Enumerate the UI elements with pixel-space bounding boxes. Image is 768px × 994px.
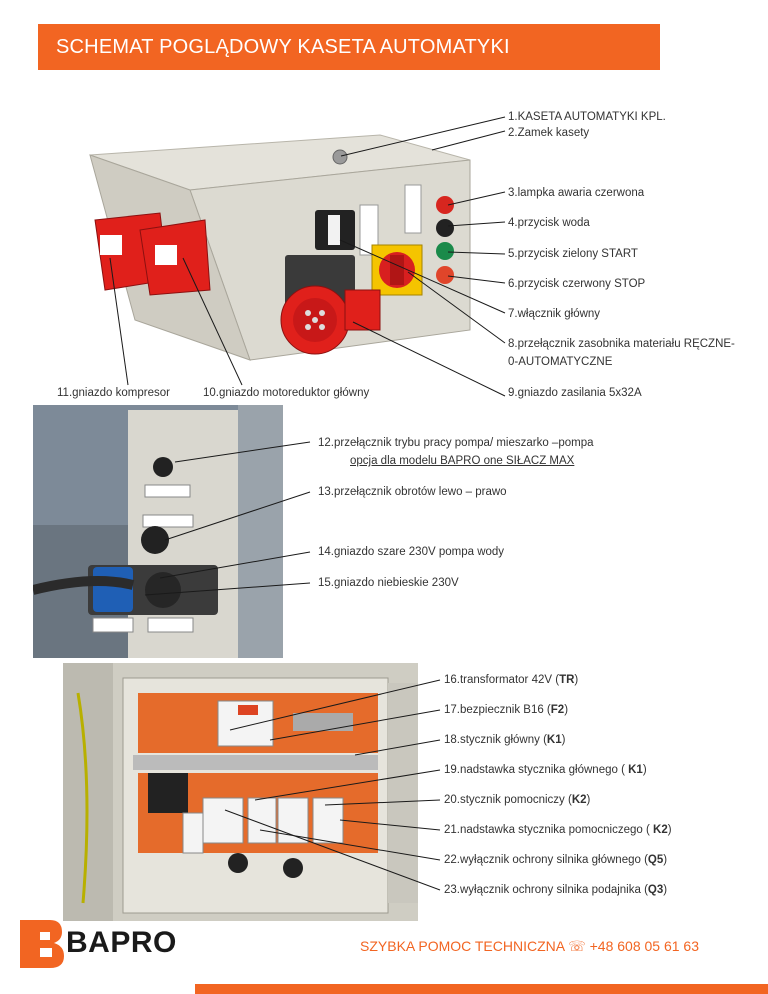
label-13: 13.przełącznik obrotów lewo – prawo [318,486,507,498]
label-16: 16.transformator 42V (TR) [444,674,579,686]
label-23: 23.wyłącznik ochrony silnika podajnika (Q3) [444,884,668,896]
label-8a: 8.przełącznik zasobnika materiału RĘCZNE- [508,338,735,350]
label-4: 4.przycisk woda [508,217,590,229]
label-10: 10.gniazdo motoreduktor główny [203,387,370,399]
bapro-logo-icon [18,918,66,970]
label-14: 14.gniazdo szare 230V pompa wody [318,546,505,558]
label-9: 9.gniazdo zasilania 5x32A [508,387,642,399]
label-1: 1.KASETA AUTOMATYKI KPL. [508,111,666,123]
label-17: 17.bezpiecznik B16 (F2) [444,704,569,716]
helpline-phone[interactable]: SZYBKA POMOC TECHNICZNA ☏ +48 608 05 61 63 [360,938,700,954]
brand-name: BAPRO [66,926,177,959]
label-20: 20.stycznik pomocniczy (K2) [444,794,591,806]
label-5: 5.przycisk zielony START [508,248,638,260]
label-2: 2.Zamek kasety [508,127,590,139]
label-6: 6.przycisk czerwony STOP [508,278,646,290]
label-21: 21.nadstawka stycznika pomocniczego ( K2) [444,824,672,836]
label-18: 18.stycznik główny (K1) [444,734,566,746]
label-7: 7.włącznik główny [508,308,601,320]
label-12b: opcja dla modelu BAPRO one SIŁACZ MAX [350,455,575,467]
label-11: 11.gniazdo kompresor [57,387,170,399]
label-8b: 0-AUTOMATYCZNE [508,356,613,368]
bapro-logo [18,918,178,970]
bottom-accent-bar [195,984,768,994]
page-title: SCHEMAT POGLĄDOWY KASETA AUTOMATYKI [38,24,660,70]
label-12a: 12.przełącznik trybu pracy pompa/ mieszarko –pompa [318,437,594,449]
label-15: 15.gniazdo niebieskie 230V [318,577,459,589]
label-19: 19.nadstawka stycznika głównego ( K1) [444,764,647,776]
label-3: 3.lampka awaria czerwona [508,187,645,199]
label-22: 22.wyłącznik ochrony silnika głównego (Q5) [444,854,668,866]
